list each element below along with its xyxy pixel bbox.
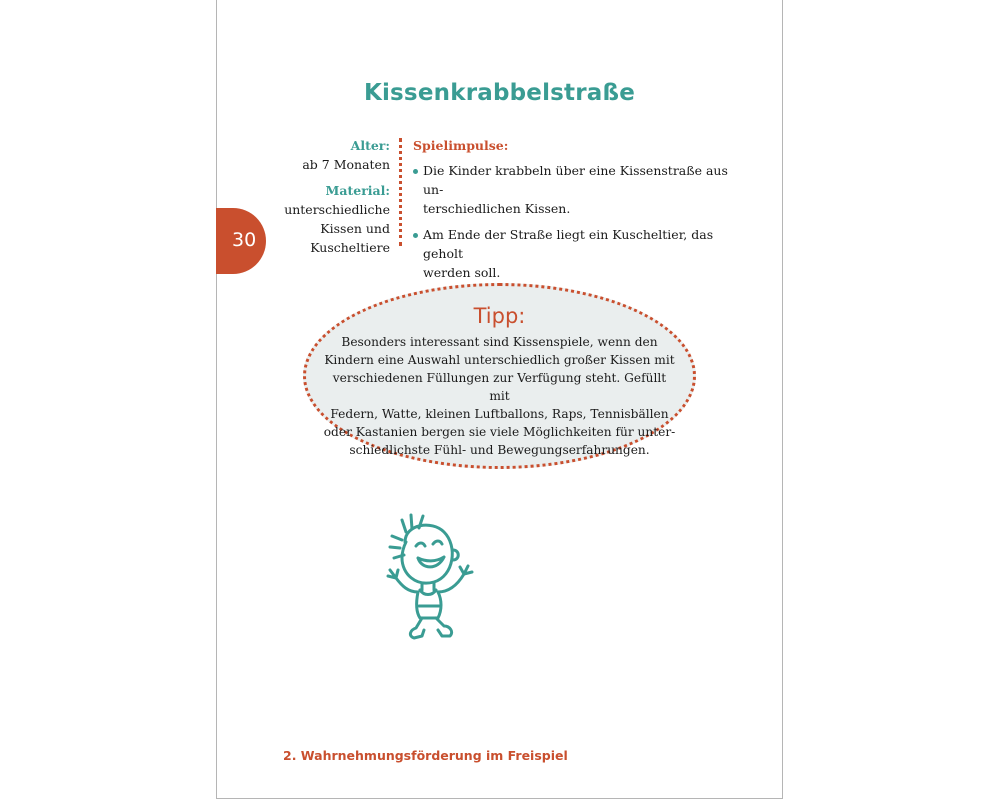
tip-line: Federn, Watte, kleinen Luftballons, Raps, Tennisbällen [330, 407, 669, 421]
tip-line: verschiedenen Füllungen zur Verfügung steht. Gefüllt mit [332, 371, 667, 403]
tip-line: Besonders interessant sind Kissenspiele, wenn den [341, 335, 658, 349]
tip-text [322, 333, 677, 459]
happy-child-illustration [380, 512, 490, 642]
material-line: unterschiedliche [284, 202, 390, 217]
bullet-icon [413, 233, 418, 238]
play-impulses [413, 136, 733, 289]
material-line: Kuscheltiere [310, 240, 390, 255]
chapter-footer: 2. Wahrnehmungsförderung im Freispiel [283, 748, 568, 763]
impulse-line: Die Kinder krabbeln über eine Kissenstraße aus un- [423, 163, 728, 197]
age-value: ab 7 Monaten [302, 157, 390, 172]
age-label: Alter: [350, 138, 390, 153]
page-number: 30 [232, 229, 257, 251]
impulse-line: werden soll. [423, 265, 501, 280]
tip-line: schiedlichste Fühl- und Bewegungserfahrungen. [349, 443, 650, 457]
material-label: Material: [325, 183, 390, 198]
page-title: Kissenkrabbelstraße [363, 80, 636, 106]
impulses-heading: Spielimpulse: [413, 138, 509, 153]
dotted-divider [399, 138, 402, 246]
impulse-line: terschiedlichen Kissen. [423, 201, 571, 216]
tip-line: Kindern eine Auswahl unterschiedlich großer Kissen mit [324, 353, 675, 367]
material-line: Kissen und [320, 221, 390, 236]
tip-title: Tipp: [473, 304, 526, 328]
impulse-item [413, 161, 733, 218]
bullet-icon [413, 169, 418, 174]
tip-line: oder Kastanien bergen sie viele Möglichkeiten für unter- [323, 425, 676, 439]
impulse-line: Am Ende der Straße liegt ein Kuscheltier, das geholt [423, 227, 714, 261]
activity-info-sidebar [270, 136, 390, 257]
impulse-item [413, 225, 733, 282]
